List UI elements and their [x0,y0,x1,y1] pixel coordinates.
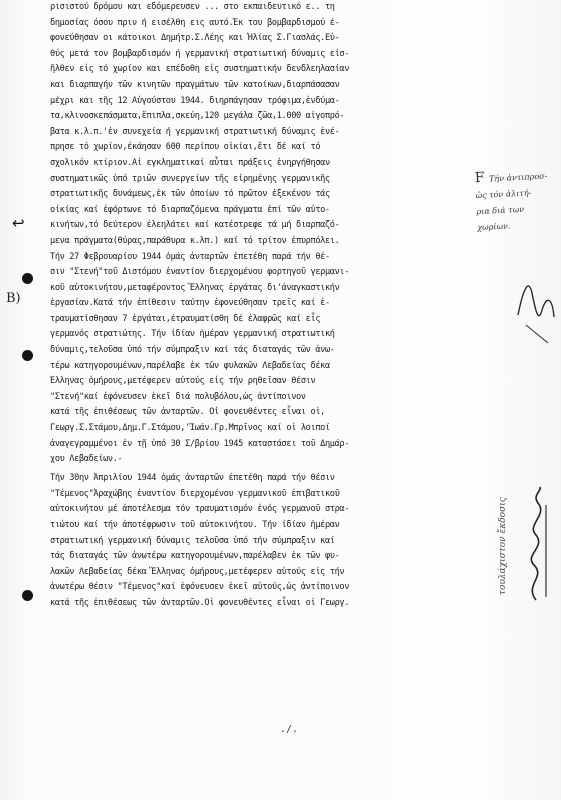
body-line-2: δημοσίας όσου πριν ή εισέλθη εις αυτό.Ἐκ του βομβαρδισμού έ- [50,17,340,28]
body-line-23: δύναμις,τελοῦσα ὑπό τήν σύμπραξιν καί τάς διαταγάς τῶν ἀνω- [50,345,335,356]
body-line-9: βατα κ.λ.π.'ἐν συνεχεία ή γερμανική στρατιωτική δύναμις ἐνέ- [50,126,340,137]
body-line-18: σιν "Στενή"τοῦ Διστόμου ἐναντίον διερχομένου φορτηγοῦ γερμανι- [50,267,350,278]
margin-note-line-2: ὡς τόν ἀλιτή- [475,188,532,201]
page-number: ./. [280,724,299,735]
margin-note-symbol: F [474,169,485,187]
handwritten-flourish-top [508,255,558,355]
body-line-19: κοῦ αὐτοκινήτου,μεταφέροντος Ἕλληνας ἐργάτας δι'ἀναγκαστικήν [50,282,340,293]
body-line-35: στρατιωτική γερμανική δύναμις τελοῦσα ὑπό τήν σύμπραξιν καί [50,535,335,546]
body-line-25: Ἕλληνας ὁμήρους,μετέφερεν αὐτούς εἰς τήν ρηθεῖσαν θέσιν [50,376,316,387]
body-line-11: σχολικόν κτίριον.Αἱ εγκληματικαί αὗται πράξεις ἐνηργήθησαν [50,157,330,168]
body-line-30: χου Λεβαδείων.- [50,454,123,465]
section-marker: B) [6,291,21,306]
body-line-16: μενα πράγματα(θύρας,παράθυρα κ.λπ.) καί τό τρίτον ἐπυρπόλει. [50,235,340,246]
body-line-29: ἀναγεγραμμένοι ἐν τῇ ὑπό 30 Σ/βρίου 1945 καταστάσει τοῦ Δημάρ- [50,438,350,449]
body-line-22: γερμανός στρατιώτης. Τήν ἰδίαν ἡμέραν γερμανική στρατιωτική [50,329,335,340]
body-line-34: τιώτου καί τήν ἀποτέφρωσιν τοῦ αὐτοκινήτου. Τήν ἰδίαν ἡμέραν [50,520,340,530]
body-line-20: ἐργασίαν.Κατά τήν ἐπίθεσιν ταύτην ἐφονεύθησαν τρεῖς καί ἐ- [50,298,330,309]
signature-note: τουλάχιστον ἔκδοσις [498,497,508,595]
body-line-24: τέρω κατηγορουμένων,παρέλαβε ἐκ τῶν φυλακῶν Λεβαδείας δέκα [50,360,330,371]
body-line-28: Γεωργ.Σ.Στάμου,Δημ.Γ.Στάμου,'Ἰωάν.Γρ.Μπρῖνος καί οἱ λοιποί [50,423,330,434]
body-line-6: και διαρπαγήν τῶν κινητῶν πραγμάτων τῶν κατοίκων,διαρπάσασαν [50,79,340,90]
handwritten-margin-note [474,166,561,236]
body-line-39: κατά τῆς ἐπιθέσεως τῶν ἀνταρτῶν.Οἱ φονευθέντες εἶναι οἱ Γεωργ. [50,597,350,608]
body-line-33: αὐτοκινήτου μέ ἀποτέλεσμα τόν τραυματισμόν ἑνός γερμανοῦ στρα- [50,504,350,515]
body-line-5: ῆλθεν εἰς τό χωρίον και επέδοθη εἰς συστηματικήν δενδλεηλασίαν [50,64,350,75]
handwritten-signature [516,485,556,605]
body-line-3: φονεύθησαν οι κάτοικοι Δημήτρ.Σ.Λέης και Ἡλίας Σ.Γιασλάς.Εὐ- [50,33,340,44]
body-line-31: Τήν 30ην Ἀπριλίου 1944 ὁμάς ἀνταρτῶν ἐπετέθη παρά τήν θέσιν [50,473,335,484]
body-line-32: "Τέμενος"Ἀραχώβης ἐναντίον διερχομένου γερμανικοῦ ἐπιβατικοῦ [50,488,340,499]
vertical-signature-block [488,485,558,605]
body-line-4: θύς μετά τον βομβαρδισμόν ή γερμανική στρατιωτική δύναμις εἰσ- [50,48,350,59]
body-line-21: τραυματίσθησαν 7 ἐργάται,ἐτραυματίσθη δέ ἐλαφρῶς καί εἷς [50,313,321,324]
body-line-14: οἰκίας καί ἐφόρτωνε τό διαρπαζόμενα πράγματα ἐπί τῶν αὐτο- [50,204,330,215]
punch-hole-bottom [22,590,33,601]
body-line-1: ρισιστού δρόμου και εδόμερευσεν ... στο εκπαιδευτικό ε.. τη [50,2,335,12]
body-line-13: στρατιωτικῆς δυνάμεως,ἐκ τῶν ὁποίων τό πρῶτον ἐξεκένου τάς [50,189,330,200]
body-line-12: συστηματικῶς ὑπό τριῶν συνεργείων τῆς εἰρημένης γερμανικῆς [50,173,330,184]
punch-hole-top [22,273,33,284]
margin-note-line-4: χωρίων. [477,221,511,233]
body-line-36: τάς διαταγάς τῶν ἀνωτέρω κατηγορουμένων,παρέλαβεν ἐκ τῶν φυ- [50,551,340,562]
body-line-8: τα,κλινοσκεπάσματα,ἔπιπλα,σκεύη,120 μεγάλα ζῶα,1.000 αἰγοπρό- [50,111,345,122]
body-line-7: μέχρι και τῆς 12 Αὐγούστου 1944. διηρπάγησαν τρόφιμα,ἐνδύμα- [50,95,340,106]
margin-note-line-1: Τήν ἀντιπροσ- [488,171,548,184]
punch-hole-middle [22,350,33,361]
body-line-37: λακῶν Λεβαδείας δέκα Ἕλληνας ὁμήρους,μετέφερεν αὐτούς εἰς τήν [50,566,345,577]
body-line-26: "Στενή"καί ἐφόνευσεν ἐκεῖ διά πολυβόλου,ὡς ἀντίποινον [50,391,306,402]
body-line-15: κινήτων,τό δεύτερον ἐλεηλάτει καί κατέστρεφε τά μή διαρπαζό- [50,220,340,231]
body-line-17: Τήν 27 Φεβρουαρίου 1944 ὁμάς ἀνταρτῶν ἐπετέθη παρά τήν θέ- [50,251,330,262]
margin-note-line-3: ρια διά των [476,204,525,217]
body-line-27: κατά τῆς ἐπιθέσεως τῶν ἀνταρτῶν. Οἱ φονευθέντες εἶναι οἱ, [50,407,325,418]
document-body [50,0,470,612]
margin-arrow-mark: ↩ [12,214,25,232]
body-line-10: πρησε τό χωρίον,έκάησαν 600 περίπου οἰκίαι,ἔτι δέ καί τό [50,142,321,153]
body-line-38: ἀνωτέρω θέσιν "Τέμενος"καί ἐφόνευσεν ἐκεῖ αὐτούς,ὡς ἀντίποινον [50,582,350,593]
